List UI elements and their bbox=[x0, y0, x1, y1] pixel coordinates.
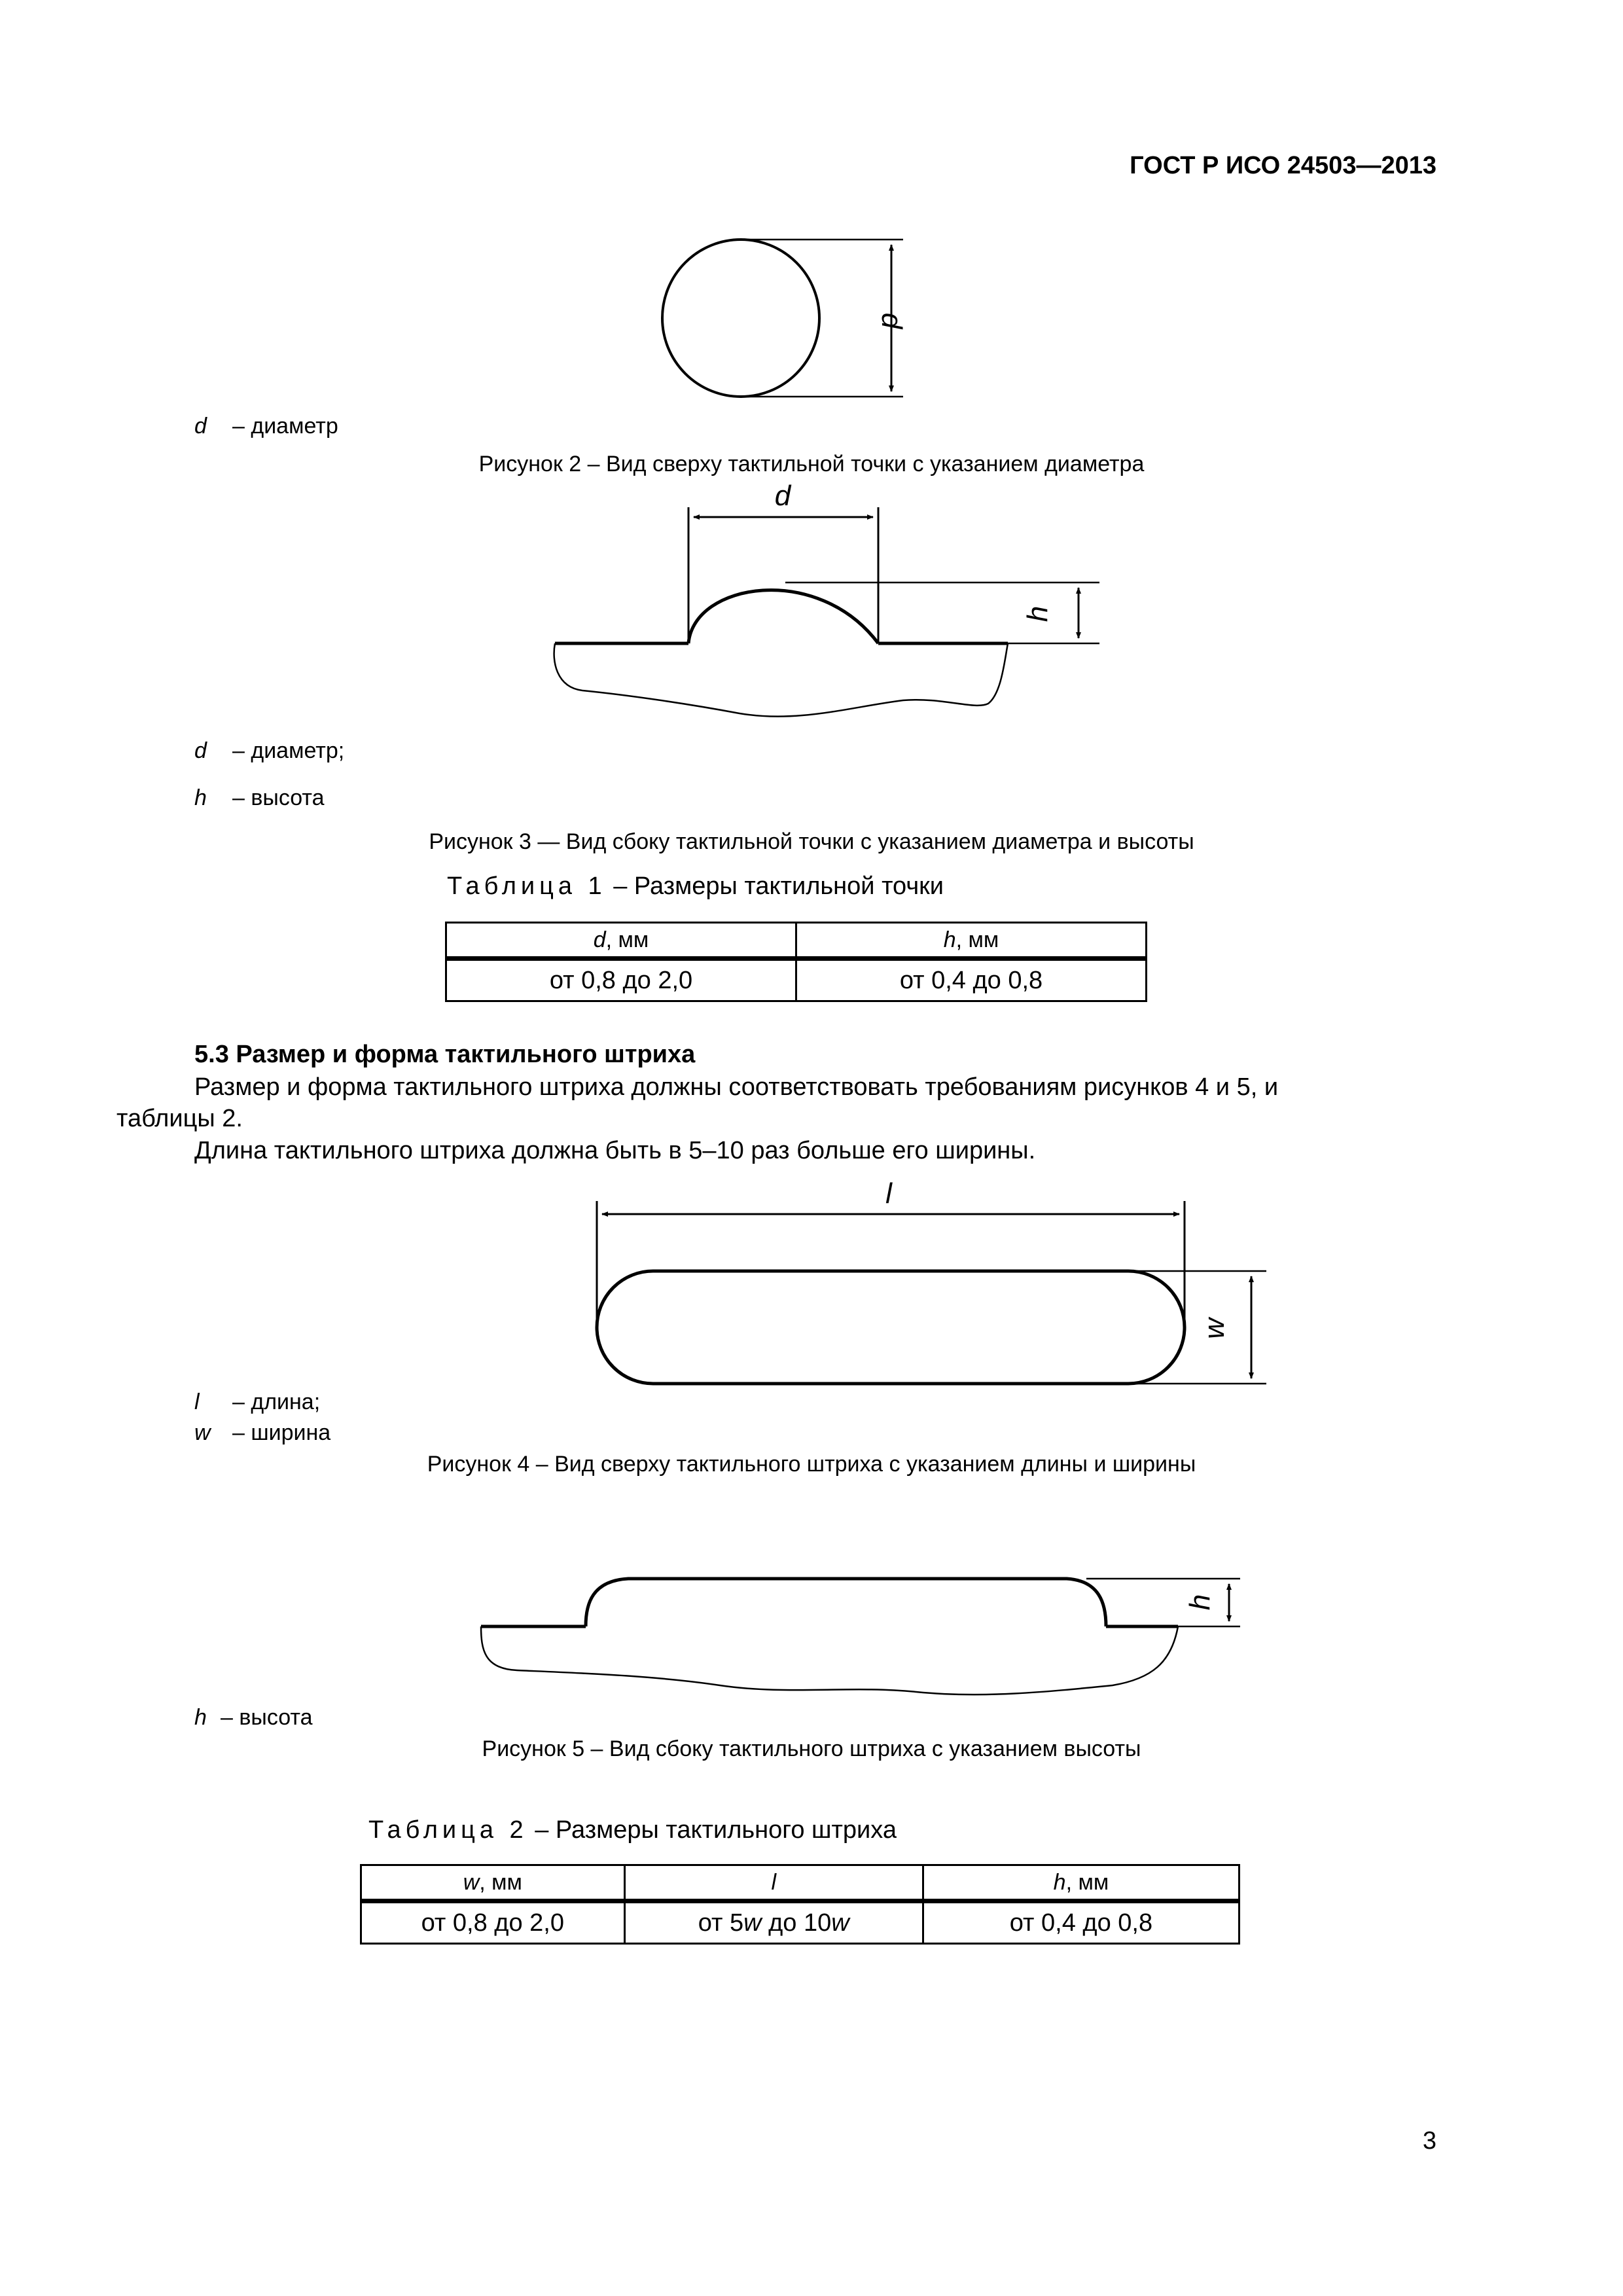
figure3-dot-side-view bbox=[554, 507, 1099, 717]
figure4-dim-l-label: l bbox=[885, 1177, 892, 1210]
document-standard-header: ГОСТ Р ИСО 24503—2013 bbox=[1130, 152, 1436, 179]
figure3-legend-item bbox=[194, 785, 325, 811]
table2-label: Таблица 2 bbox=[368, 1816, 528, 1844]
section-paragraph: Длина тактильного штриха должна быть в 5–10 раз больше его ширины. bbox=[194, 1137, 1036, 1164]
legend-text: – длина; bbox=[232, 1390, 321, 1414]
legend-symbol: h bbox=[194, 785, 207, 810]
legend-text: – высота bbox=[221, 1705, 313, 1730]
figure4-bar-top-view bbox=[597, 1201, 1266, 1384]
legend-text: – высота bbox=[232, 785, 325, 810]
table-header-cell: d, мм bbox=[446, 923, 796, 959]
figure4-caption: Рисунок 4 – Вид сверху тактильного штриха с указанием длины и ширины bbox=[427, 1452, 1196, 1477]
table-cell: от 0,4 до 0,8 bbox=[796, 959, 1147, 1001]
table1 bbox=[445, 922, 1147, 1002]
legend-symbol: d bbox=[194, 738, 207, 763]
table1-caption bbox=[447, 872, 944, 901]
legend-symbol: l bbox=[194, 1390, 200, 1414]
table2-caption bbox=[368, 1816, 897, 1844]
figure2-dot-top-view bbox=[662, 240, 903, 397]
section-paragraph-line: таблицы 2. bbox=[116, 1105, 243, 1132]
figure3-dim-d-label: d bbox=[774, 480, 791, 512]
table-cell: от 0,4 до 0,8 bbox=[923, 1901, 1239, 1944]
figure2-dim-d-label: d bbox=[876, 312, 908, 329]
legend-text: – диаметр; bbox=[232, 738, 345, 763]
table-cell: от 5w до 10w bbox=[624, 1901, 923, 1944]
figure5-caption: Рисунок 5 – Вид сбоку тактильного штриха с указанием высоты bbox=[482, 1736, 1141, 1761]
figure3-legend-item bbox=[194, 738, 344, 764]
table-row bbox=[361, 1901, 1240, 1944]
figure2-caption: Рисунок 2 – Вид сверху тактильной точки с указанием диаметра bbox=[478, 452, 1145, 476]
figure5-dim-h-label: h bbox=[1184, 1594, 1216, 1611]
table2-title: – Размеры тактильного штриха bbox=[527, 1816, 897, 1844]
table-header-row bbox=[361, 1865, 1240, 1901]
figure5-legend-item bbox=[194, 1705, 313, 1731]
legend-text: – диаметр bbox=[232, 414, 338, 439]
table1-label: Таблица 1 bbox=[447, 872, 607, 900]
legend-text: – ширина bbox=[232, 1420, 331, 1445]
legend-symbol: w bbox=[194, 1420, 211, 1445]
table-header-cell: h, мм bbox=[796, 923, 1147, 959]
legend-symbol: d bbox=[194, 414, 207, 439]
table-row bbox=[446, 959, 1147, 1001]
table2 bbox=[360, 1864, 1240, 1945]
figure5-bar-side-view bbox=[481, 1579, 1240, 1695]
section-heading: 5.3 Размер и форма тактильного штриха bbox=[194, 1041, 696, 1068]
table-header-cell: l bbox=[624, 1865, 923, 1901]
figure3-dim-h-label: h bbox=[1022, 605, 1054, 622]
legend-symbol: h bbox=[194, 1705, 207, 1730]
figure4-legend-item bbox=[194, 1390, 320, 1415]
table-header-cell: h, мм bbox=[923, 1865, 1239, 1901]
table-header-cell: w, мм bbox=[361, 1865, 625, 1901]
figure3-caption: Рисунок 3 — Вид сбоку тактильной точки с указанием диаметра и высоты bbox=[429, 829, 1194, 854]
table1-title: – Размеры тактильной точки bbox=[606, 872, 944, 900]
figure2-legend-item bbox=[194, 414, 338, 439]
table-header-row bbox=[446, 923, 1147, 959]
figure4-legend-item bbox=[194, 1420, 330, 1446]
table-cell: от 0,8 до 2,0 bbox=[361, 1901, 625, 1944]
section-paragraph-line: Размер и форма тактильного штриха должны соответствовать требованиям рисунков 4 и 5, и bbox=[194, 1073, 1279, 1101]
figure4-dim-w-label: w bbox=[1198, 1318, 1230, 1339]
table-cell: от 0,8 до 2,0 bbox=[446, 959, 796, 1001]
page-number: 3 bbox=[1422, 2127, 1436, 2155]
